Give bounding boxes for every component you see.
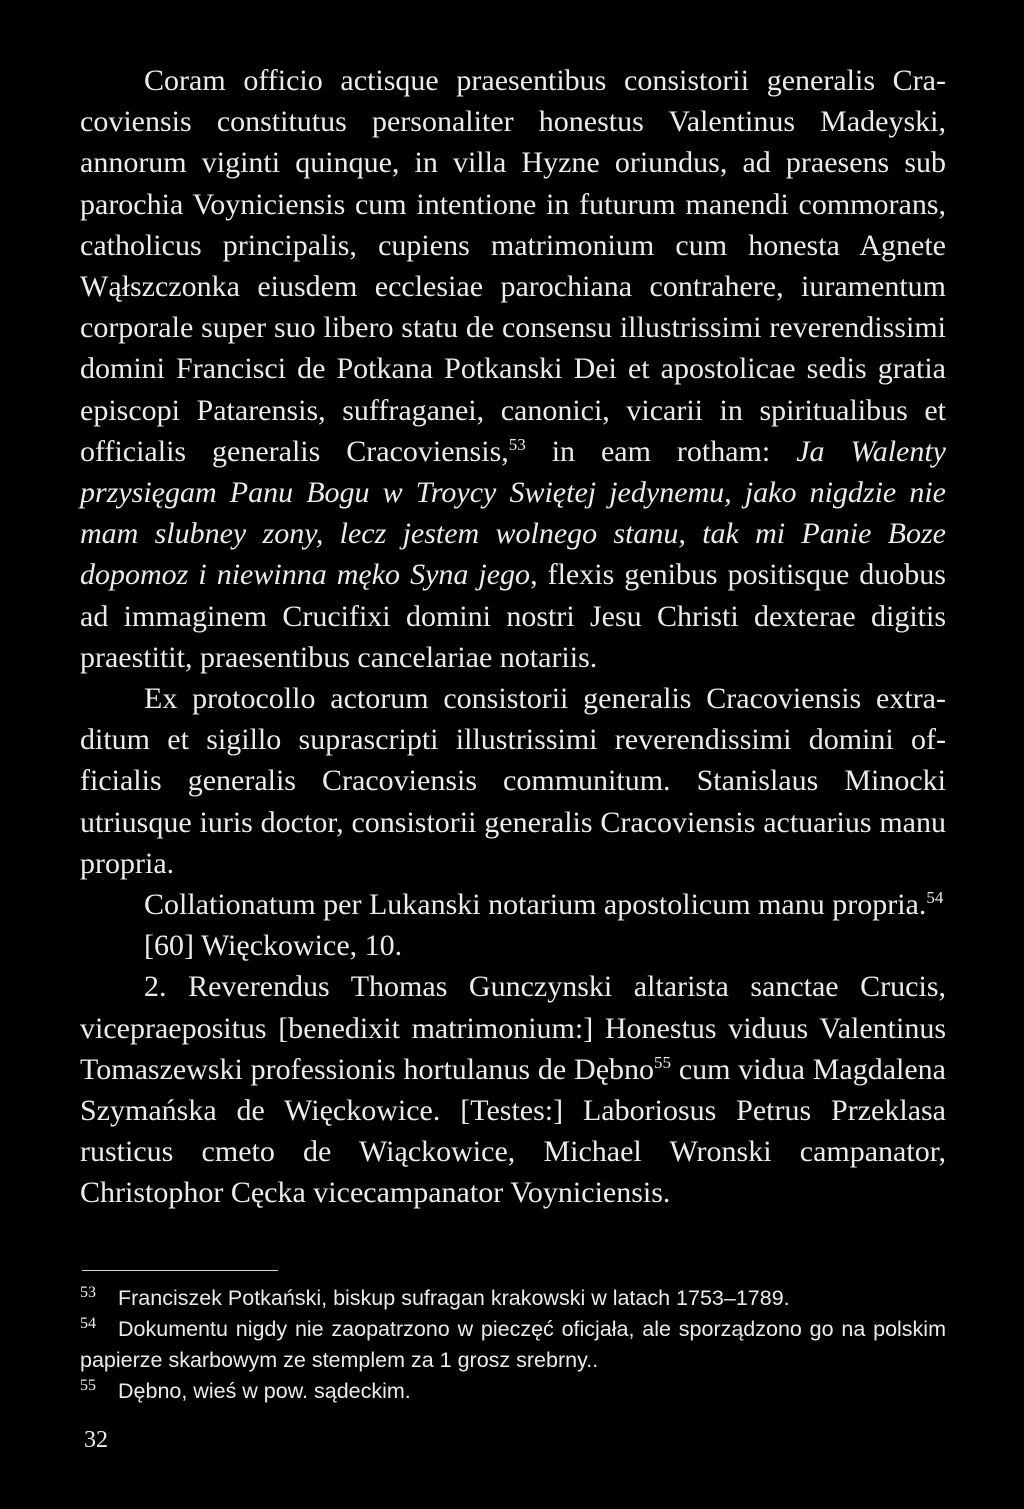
paragraph-text: Collationatum per Lukanski notarium apostolicum manu propria. <box>144 888 927 922</box>
paragraph-text: Coram officio actisque praesentibus consistorii generalis Cracoviensis constitutus personaliter honestus Valentinus Madeyski, annorum viginti quinque, in villa Hyzne oriundus, ad praesens sub parochia Voyniciensis cum intentione in futurum manendi commorans, catholicus principalis, cupiens matrimonium cum honesta Agnete Wąłszczonka eiusdem ecclesiae parochiana contrahere, iuramentum corporale super suo libero statu de consensu illustrissimi reverendissimi domini Francisci de Potkana Potkanski Dei et apostolicae sedis gratia episcopi Patarensis, suffraganei, canonici, vicarii in spiritualibus et officialis generalis Cracoviensis, <box>80 64 946 468</box>
footnote-ref-55: 55 <box>654 1052 672 1072</box>
paragraph-text: , flexis genibus positisque duobus ad immaginem Crucifixi domini nostri Jesu Christi dexterae digitis praestitit, praesentibus cancelariae notariis. <box>80 558 946 674</box>
footnote-item: 53 Franciszek Potkański, biskup sufragan krakowski w latach 1753–1789. <box>80 1283 790 1310</box>
entry-heading: [60] Więckowice, 10. <box>144 929 403 963</box>
footnotes <box>80 1283 946 1407</box>
footnote-text: Dokumentu nigdy nie zaopatrzono w pieczęć oficjała, ale sporządzono go na polskim papierze skarbowym ze stemplem za 1 grosz srebrny.. <box>80 1317 946 1372</box>
paragraph-text: in eam rotham: <box>525 434 797 468</box>
footnote-text: Dębno, wieś w pow. sądeckim. <box>118 1379 411 1403</box>
paragraph-oath-record <box>80 60 946 678</box>
footnote-ref-54: 54 <box>926 888 944 908</box>
page-number: 32 <box>84 1427 108 1453</box>
footnote-ref-53: 53 <box>508 434 526 454</box>
paragraph-marriage-record <box>80 966 946 1213</box>
oath-quote: Ja Walenty przysięgam Panu Bogu w Troycy Swiętej jedynemu, jako nigdzie nie mam slubney zony, lecz jestem wolnego stanu, tak mi Panie Boze dopomoz i niewinna męko Syna jego <box>80 434 946 592</box>
paragraph-text: 2. Reverendus Thomas Gunczynski altarista sanctae Crucis, vicepraepositus [benedixit matrimonium:] Honestus viduus Valentinus Tomaszewski professionis hortulanus de Dębno <box>80 970 946 1086</box>
footnote-text: Franciszek Potkański, biskup sufragan krakowski w latach 1753–1789. <box>118 1286 790 1310</box>
footnote-divider <box>82 1270 278 1271</box>
footnote-item: 55 Dębno, wieś w pow. sądeckim. <box>80 1376 411 1403</box>
footnote-item: 54 Dokumentu nigdy nie zaopatrzono w pieczęć oficjała, ale sporządzono go na polskim papierze skarbowym ze stemplem za 1 grosz srebrny.. <box>80 1314 946 1372</box>
main-text <box>80 60 946 1214</box>
paragraph-protocol: Ex protocollo actorum consistorii generalis Cracoviensis extraditum et sigillo suprascripti illustrissimi reverendissimi domini officialis generalis Cracoviensis communitum. Stanislaus Minocki utriusque iuris doctor, consistorii generalis Cracoviensis actuarius manu propria. <box>80 682 946 880</box>
paragraph-collation <box>80 884 946 925</box>
paragraph-text: cum vidua Magdalena Szymańska de Więckowice. [Testes:] Laboriosus Petrus Przeklasa rusticus cmeto de Wiąckowice, Michael Wronski campanator, Christophor Cęcka vicecampanator Voyniciensis. <box>80 1052 946 1210</box>
